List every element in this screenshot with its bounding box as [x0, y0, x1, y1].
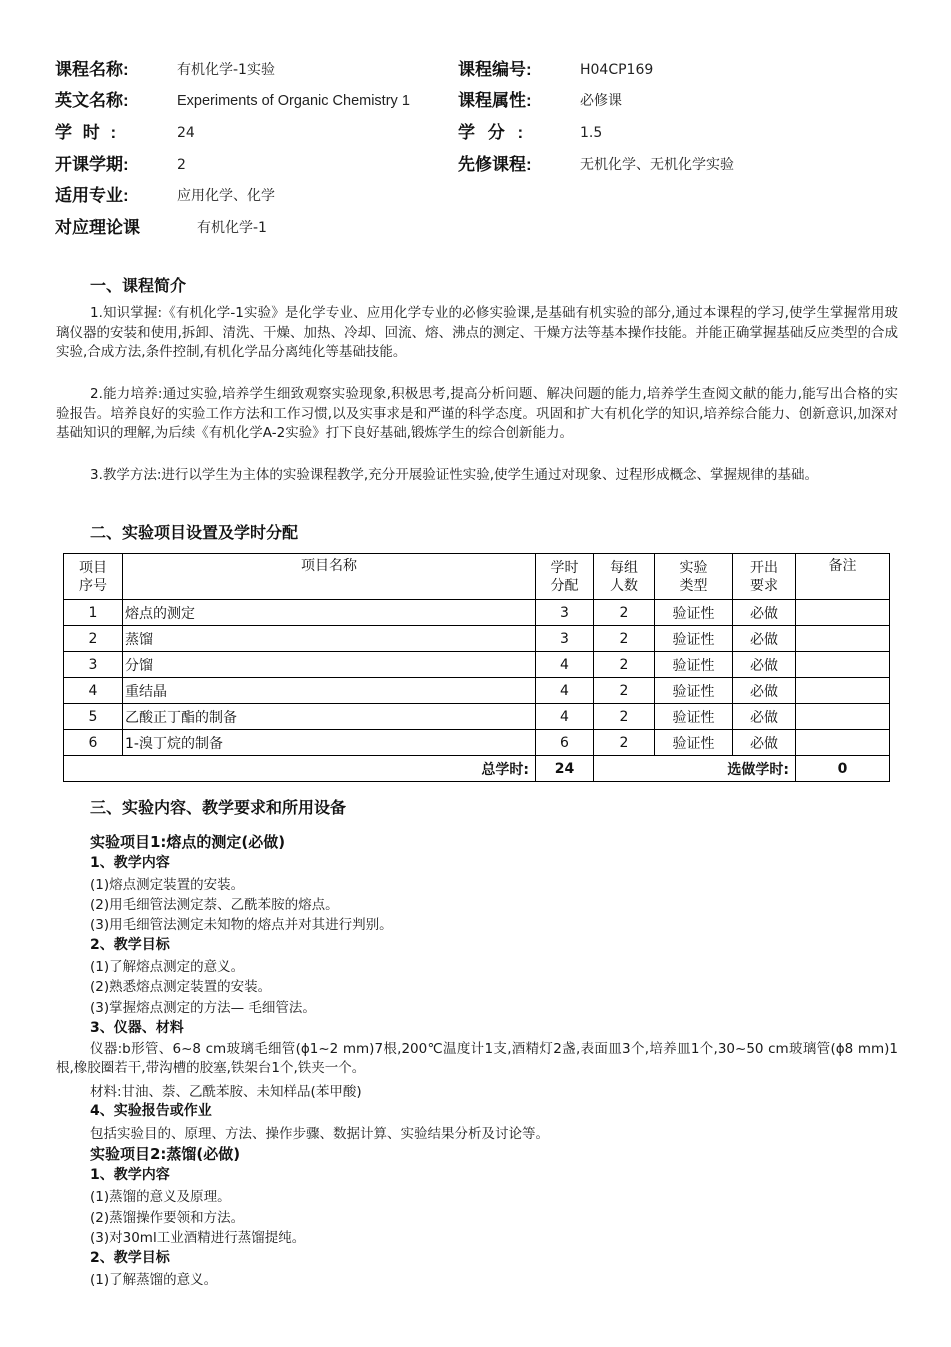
cell-name: 乙酸正丁酯的制备	[123, 704, 536, 730]
header-note: 备注	[796, 554, 890, 600]
section1-title: 一、课程简介	[90, 276, 187, 295]
cell-type: 验证性	[655, 730, 733, 756]
header-name: 项目名称	[123, 554, 536, 600]
course-attr: 必修课	[580, 93, 622, 109]
cell-people: 2	[594, 704, 655, 730]
course-code: H04CP169	[580, 62, 654, 78]
english-name: Experiments of Organic Chemistry 1	[177, 93, 410, 109]
cell-note	[796, 600, 890, 626]
cell-req: 必做	[733, 652, 796, 678]
exp1-content-1: (1)熔点测定装置的安装。	[90, 877, 245, 893]
major: 应用化学、化学	[177, 188, 275, 204]
exp1-goal-2: (2)熟悉熔点测定装置的安装。	[90, 979, 272, 995]
total-label: 总学时:	[64, 756, 536, 782]
header-people: 每组 人数	[594, 554, 655, 600]
exp1-goal-title: 2、教学目标	[90, 937, 170, 953]
cell-type: 验证性	[655, 626, 733, 652]
table-row	[64, 652, 890, 678]
cell-no: 1	[64, 600, 123, 626]
cell-no: 5	[64, 704, 123, 730]
cell-req: 必做	[733, 704, 796, 730]
course-name: 有机化学-1实验	[177, 62, 275, 78]
cell-req: 必做	[733, 678, 796, 704]
exp2-content-title: 1、教学内容	[90, 1167, 170, 1183]
project-table	[63, 553, 890, 782]
elective-hours: 0	[796, 756, 890, 782]
credits-label: 学 分 :	[458, 123, 524, 142]
credits: 1.5	[580, 125, 603, 141]
hours: 24	[177, 125, 195, 141]
cell-req: 必做	[733, 626, 796, 652]
exp1-report-title: 4、实验报告或作业	[90, 1103, 212, 1119]
cell-hours: 3	[536, 600, 594, 626]
semester: 2	[177, 157, 186, 173]
cell-type: 验证性	[655, 704, 733, 730]
cell-no: 3	[64, 652, 123, 678]
cell-note	[796, 678, 890, 704]
cell-people: 2	[594, 678, 655, 704]
exp1-goal-1: (1)了解熔点测定的意义。	[90, 959, 245, 975]
exp2-content-3: (3)对30ml工业酒精进行蒸馏提纯。	[90, 1230, 306, 1246]
prereq: 无机化学、无机化学实验	[580, 157, 734, 173]
table-row	[64, 626, 890, 652]
header-req: 开出 要求	[733, 554, 796, 600]
cell-hours: 3	[536, 626, 594, 652]
cell-hours: 6	[536, 730, 594, 756]
exp1-title: 实验项目1:熔点的测定(必做)	[90, 833, 286, 851]
header-hours: 学时 分配	[536, 554, 594, 600]
cell-note	[796, 652, 890, 678]
cell-note	[796, 730, 890, 756]
cell-hours: 4	[536, 652, 594, 678]
exp2-goal-1: (1)了解蒸馏的意义。	[90, 1272, 218, 1288]
table-row	[64, 678, 890, 704]
cell-hours: 4	[536, 678, 594, 704]
exp1-equip: 仪器:b形管、6~8 cm玻璃毛细管(ϕ1~2 mm)7根,200℃温度计1支,酒精灯2盏,表面皿3个,培养皿1个,30~50 cm玻璃管(ϕ8 mm)1根,橡胶圈若干,带沟槽的胶塞,铁架台1个,铁夹一个。	[56, 1041, 898, 1076]
cell-people: 2	[594, 626, 655, 652]
exp1-goal-3: (3)掌握熔点测定的方法— 毛细管法。	[90, 1000, 316, 1016]
exp1-material: 材料:甘油、萘、乙酰苯胺、未知样品(苯甲酸)	[90, 1084, 362, 1100]
theory: 有机化学-1	[197, 220, 267, 236]
exp1-content-title: 1、教学内容	[90, 855, 170, 871]
cell-hours: 4	[536, 704, 594, 730]
cell-name: 1-溴丁烷的制备	[123, 730, 536, 756]
header-no: 项目 序号	[64, 554, 123, 600]
cell-name: 分馏	[123, 652, 536, 678]
exp1-report: 包括实验目的、原理、方法、操作步骤、数据计算、实验结果分析及讨论等。	[90, 1126, 549, 1142]
cell-note	[796, 704, 890, 730]
cell-people: 2	[594, 600, 655, 626]
section1-p2: 2.能力培养:通过实验,培养学生细致观察实验现象,积极思考,提高分析问题、解决问题的能力,培养学生查阅文献的能力,能写出合格的实验报告。培养良好的实验工作方法和工作习惯,以及实事求是和严谨的科学态度。巩固和扩大有机化学的知识,培养综合能力、创新意识,加深对基础知识的理解,为后续《有机化学A-2实验》打下良好基础,锻炼学生的综合创新能力。	[56, 386, 898, 441]
cell-no: 4	[64, 678, 123, 704]
total-hours: 24	[536, 756, 594, 782]
table-row	[64, 730, 890, 756]
table-row	[64, 704, 890, 730]
prereq-label: 先修课程:	[458, 155, 532, 174]
theory-label: 对应理论课	[55, 218, 140, 237]
hours-label: 学 时 :	[55, 123, 117, 142]
exp2-title: 实验项目2:蒸馏(必做)	[90, 1145, 241, 1163]
cell-no: 6	[64, 730, 123, 756]
section1-p1: 1.知识掌握:《有机化学-1实验》是化学专业、应用化学专业的必修实验课,是基础有机实验的部分,通过本课程的学习,使学生掌握常用玻璃仪器的安装和使用,拆卸、清洗、干燥、加热、冷却、回流、熔、沸点的测定、干燥方法等基本操作技能。并能正确掌握基础反应类型的合成实验,合成方法,条件控制,有机化学品分离纯化等基础技能。	[56, 305, 898, 360]
cell-type: 验证性	[655, 652, 733, 678]
cell-req: 必做	[733, 600, 796, 626]
cell-name: 重结晶	[123, 678, 536, 704]
cell-name: 熔点的测定	[123, 600, 536, 626]
exp2-content-1: (1)蒸馏的意义及原理。	[90, 1189, 231, 1205]
exp1-equip-title: 3、仪器、材料	[90, 1020, 184, 1036]
major-label: 适用专业:	[55, 186, 129, 205]
cell-people: 2	[594, 730, 655, 756]
cell-req: 必做	[733, 730, 796, 756]
exp1-content-2: (2)用毛细管法测定萘、乙酰苯胺的熔点。	[90, 897, 339, 913]
cell-type: 验证性	[655, 600, 733, 626]
section1-p3: 3.教学方法:进行以学生为主体的实验课程教学,充分开展验证性实验,使学生通过对现象、过程形成概念、掌握规律的基础。	[90, 467, 819, 483]
cell-name: 蒸馏	[123, 626, 536, 652]
cell-no: 2	[64, 626, 123, 652]
header-type: 实验 类型	[655, 554, 733, 600]
table-total-row	[64, 756, 890, 782]
cell-type: 验证性	[655, 678, 733, 704]
exp1-content-3: (3)用毛细管法测定未知物的熔点并对其进行判别。	[90, 917, 393, 933]
course-attr-label: 课程属性:	[458, 91, 532, 110]
semester-label: 开课学期:	[55, 155, 129, 174]
section3-title: 三、实验内容、教学要求和所用设备	[90, 798, 347, 817]
table-header-row	[64, 554, 890, 600]
cell-note	[796, 626, 890, 652]
exp2-content-2: (2)蒸馏操作要领和方法。	[90, 1210, 245, 1226]
section2-title: 二、实验项目设置及学时分配	[90, 523, 299, 542]
elective-label: 选做学时:	[594, 756, 796, 782]
course-name-label: 课程名称:	[55, 60, 129, 79]
exp2-goal-title: 2、教学目标	[90, 1250, 170, 1266]
english-name-label: 英文名称:	[55, 91, 129, 110]
table-row	[64, 600, 890, 626]
cell-people: 2	[594, 652, 655, 678]
course-code-label: 课程编号:	[458, 60, 532, 79]
